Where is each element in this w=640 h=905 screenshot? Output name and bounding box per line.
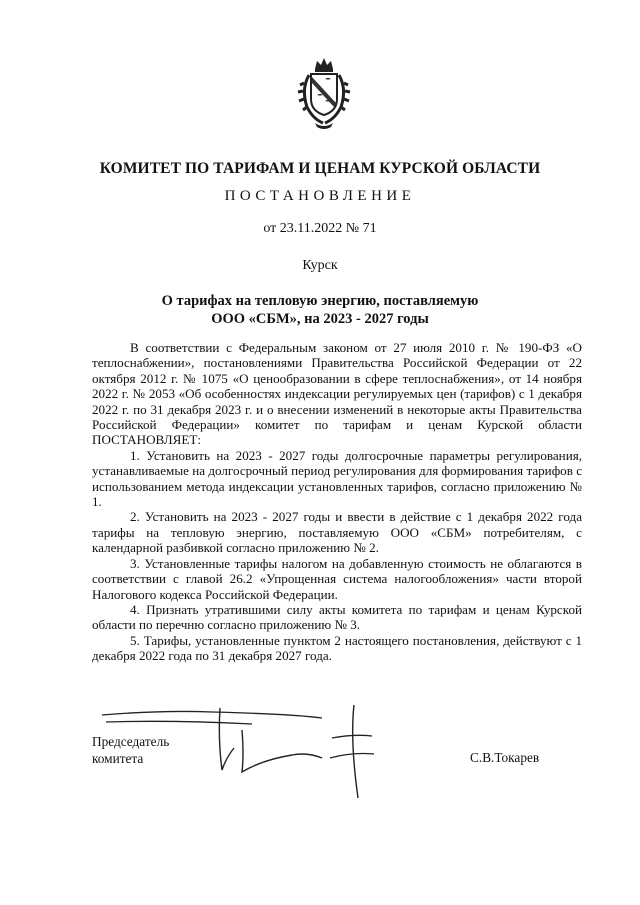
item-1: 1. Установить на 2023 - 2027 годы долгосрочные параметры регулирования, устанавливаемые на долгосрочный период регулирования для формирования тарифов с использованием метода индексации установленных тарифов, согласно приложению № 1. bbox=[92, 447, 582, 510]
document-city: Курск bbox=[302, 258, 338, 273]
signer-name: С.В.Токарев bbox=[470, 750, 540, 765]
signer-position bbox=[92, 733, 169, 767]
signer-position-line-1: Председатель bbox=[92, 734, 170, 749]
document-title bbox=[90, 292, 550, 328]
item-4: 4. Признать утратившими силу акты комитета по тарифам и ценам Курской области по перечню согласно приложению № 3. bbox=[92, 601, 582, 633]
title-line-2: ООО «СБМ», на 2023 - 2027 годы bbox=[211, 311, 429, 327]
document-date-number: от 23.11.2022 № 71 bbox=[263, 221, 377, 236]
kursk-coat-of-arms-icon bbox=[295, 55, 353, 131]
item-2: 2. Установить на 2023 - 2027 годы и ввести в действие с 1 декабря 2022 года тарифы на тепловую энергию, поставляемую ООО «СБМ» потребителям, с календарной разбивкой согласно приложению № 2. bbox=[92, 509, 582, 556]
intro-paragraph: В соответствии с Федеральным законом от 27 июля 2010 г. № 190-ФЗ «О теплоснабжении», постановлениями Правительства Российской Федерации от 22 октября 2012 г. № 1075 «О ценообразовании в сфере теплоснабжения», от 14 ноября 2022 г. № 2053 «Об особенностях индексации регулируемых цен (тарифов) с 1 декабря 2022 г. по 31 декабря 2023 г. и о внесении изменений в некоторые акты Правительства Российской Федерации» комитет по тарифам и ценам Курской области ПОСТАНОВЛЯЕТ: bbox=[92, 340, 582, 448]
item-5: 5. Тарифы, установленные пунктом 2 настоящего постановления, действуют с 1 декабря 2022 года по 31 декабря 2027 года. bbox=[92, 632, 582, 664]
signer-position-line-2: комитета bbox=[92, 751, 144, 766]
title-line-1: О тарифах на тепловую энергию, поставляемую bbox=[161, 293, 479, 309]
item-3: 3. Установленные тарифы налогом на добавленную стоимость не облагаются в соответствии с главой 26.2 «Упрощенная система налогообложения» части второй Налогового кодекса Российской Федерации. bbox=[92, 555, 582, 602]
document-type: ПОСТАНОВЛЕНИЕ bbox=[224, 188, 416, 204]
document-body bbox=[92, 340, 582, 664]
committee-name: КОМИТЕТ ПО ТАРИФАМ И ЦЕНАМ КУРСКОЙ ОБЛАСТИ bbox=[99, 160, 541, 177]
